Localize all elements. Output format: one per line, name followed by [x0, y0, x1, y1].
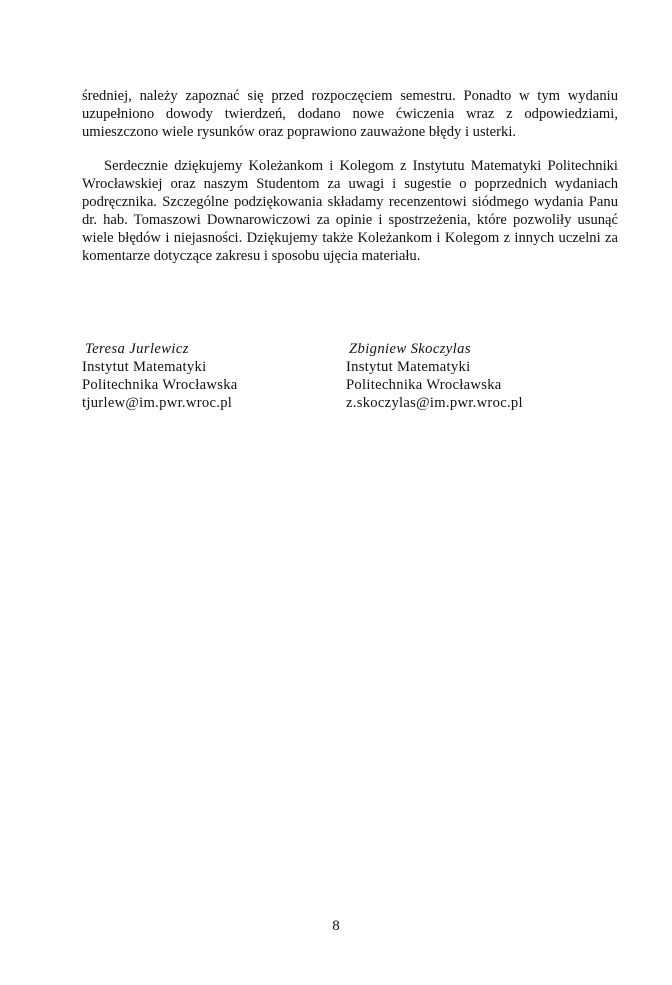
author-institute: Instytut Matematyki [82, 359, 207, 375]
author-name: Zbigniew Skoczylas [349, 341, 471, 357]
signature-block-author-2 [346, 340, 523, 412]
author-university: Politechnika Wrocławska [82, 377, 238, 393]
author-name: Teresa Jurlewicz [85, 341, 189, 357]
author-institute: Instytut Matematyki [346, 359, 471, 375]
page-number: 8 [332, 918, 340, 934]
paragraph-preface-end: średniej, należy zapoznać się przed rozpoczęciem semestru. Ponadto w tym wydaniu uzupełniono dowody twierdzeń, dodano nowe ćwiczenia wraz z odpowiedziami, umieszczono wiele rysunków oraz poprawiono zauważone błędy i usterki. [82, 88, 618, 140]
paragraph-acknowledgements: Serdecznie dziękujemy Koleżankom i Kolegom z Instytutu Matematyki Politechniki Wrocławskiej oraz naszym Studentom za uwagi i sugestie o poprzednich wydaniach podręcznika. Szczególne podziękowania składamy recenzentowi siódmego wydania Panu dr. hab. Tomaszowi Downarowiczowi za opinie i spostrzeżenia, które pozwoliły usunąć wiele błędów i niejasności. Dziękujemy także Koleżankom i Kolegom z innych uczelni za komentarze dotyczące zakresu i sposobu ujęcia materiału. [82, 158, 618, 264]
author-university: Politechnika Wrocławska [346, 377, 502, 393]
author-email: tjurlew@im.pwr.wroc.pl [82, 395, 233, 411]
signature-block-author-1 [82, 340, 238, 412]
author-email: z.skoczylas@im.pwr.wroc.pl [346, 395, 523, 411]
